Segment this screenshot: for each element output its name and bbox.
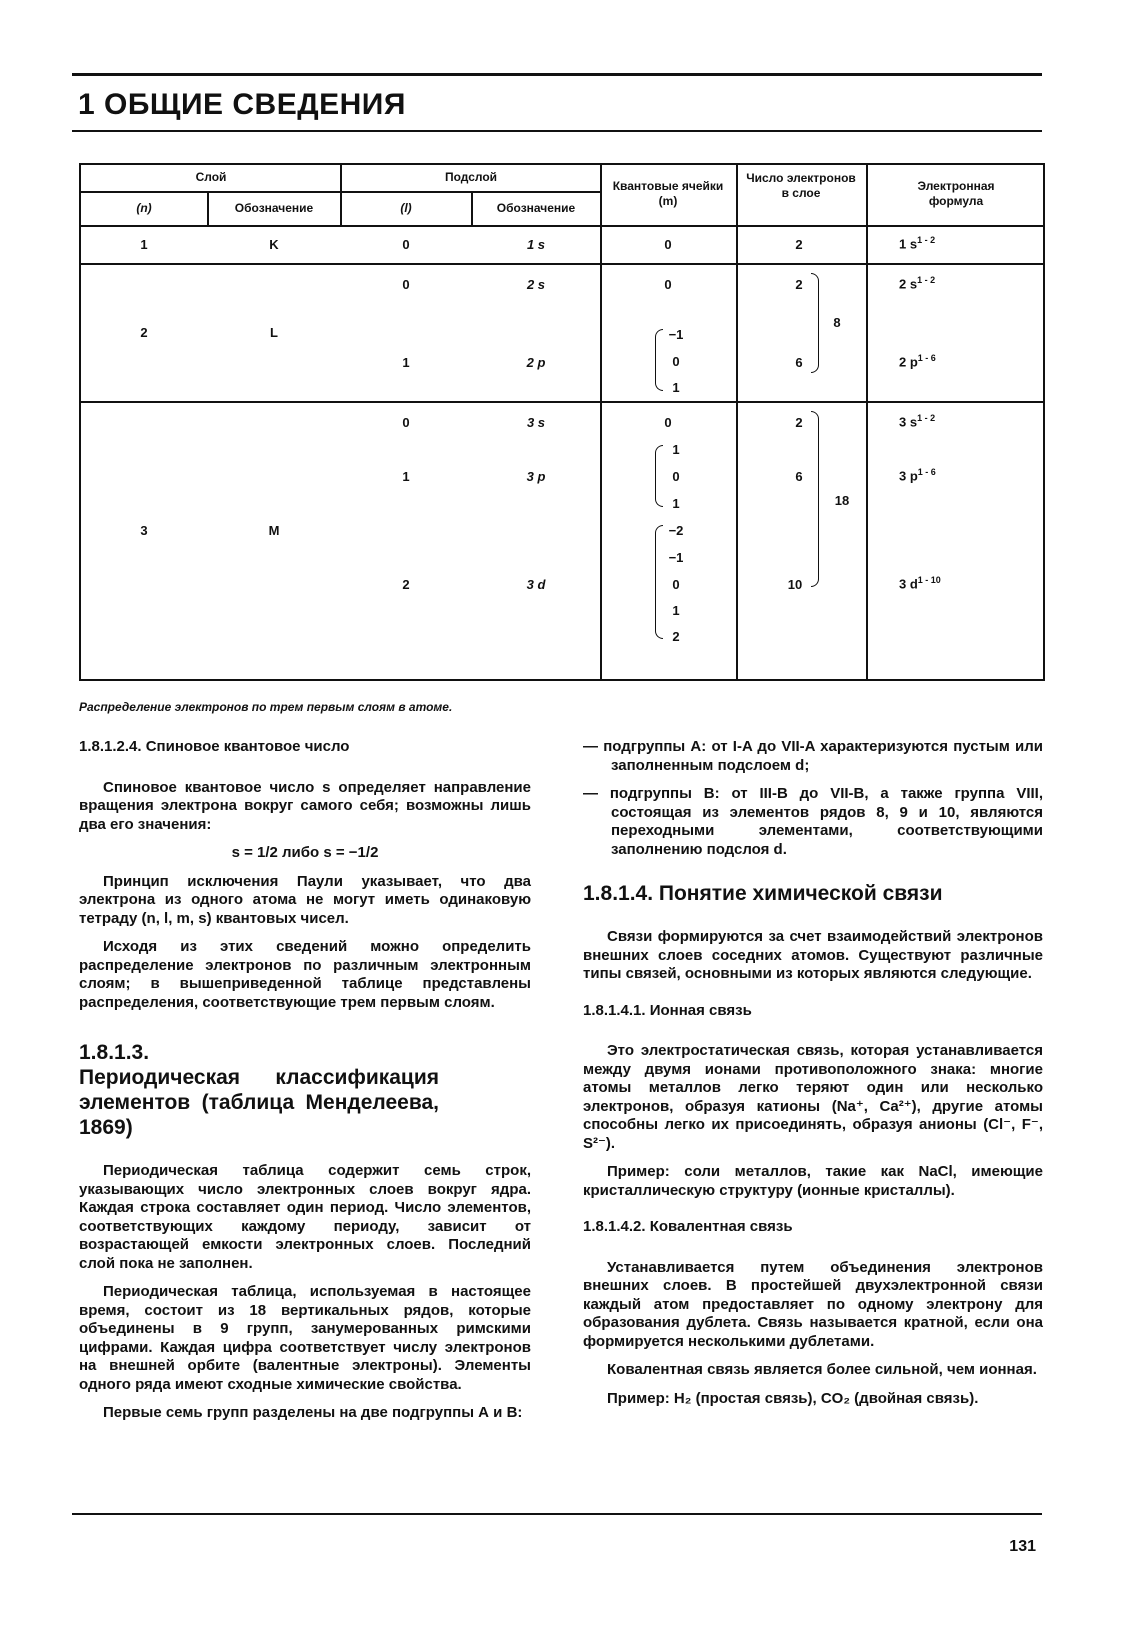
cell-l: 2 <box>402 577 410 592</box>
section-heading-bond: 1.8.1.4. Понятие химической связи <box>583 882 943 905</box>
cell-sublayer: 2 s <box>526 277 546 292</box>
header-formula: Электронная формула <box>917 179 995 208</box>
electron-distribution-table <box>79 163 1045 681</box>
cell-sublayer: 3 s <box>526 415 546 430</box>
header-layer: Слой <box>195 170 227 184</box>
cell-electrons: 2 <box>795 277 803 292</box>
header-layer-designation: Обозначение <box>234 201 314 215</box>
page-number: 131 <box>1009 1538 1036 1555</box>
header-sublayer: Подслой <box>444 170 498 184</box>
table-line <box>81 225 1043 227</box>
list-item: — подгруппы А: от I-A до VII-A характеризуются пустым или заполненным подслоем d; <box>583 738 1043 774</box>
cell-sublayer: 3 p <box>526 469 546 484</box>
paragraph: Принцип исключения Паули указывает, что два электрона из одного атома не могут иметь одинаковую тетраду (n, l, m, s) квантовых чисел. <box>79 872 531 927</box>
cell-n: 3 <box>140 523 148 538</box>
right-column <box>583 738 1043 1418</box>
paragraph: Периодическая таблица, используемая в настоящее время, состоит из 18 вертикальных рядов, которые объединены в 9 групп, занумерованных римскими цифрами. Каждая цифра соответствует числу электронов на внешней орбите (валентные электроны). Элементы одного ряда имеют сходные химические свойства. <box>79 1283 531 1393</box>
cell-m: 1 <box>672 442 680 457</box>
section-heading-periodic: 1.8.1.3.Периодическая классификация элементов (таблица Менделеева, 1869) <box>79 1041 439 1139</box>
list-item: — подгруппы В: от III-B до VII-B, а также группа VIII, состоящая из элементов рядов 8, 9 и 10, являются переходными элементами, соответствующими заполнению подслоя d. <box>583 785 1043 858</box>
cell-m: −1 <box>668 327 684 342</box>
table-line <box>81 401 1043 403</box>
cell-n: 1 <box>140 237 148 252</box>
cell-m: 1 <box>672 603 680 618</box>
cell-total: 18 <box>834 493 850 508</box>
table-line <box>600 165 602 679</box>
cell-l: 0 <box>402 415 410 430</box>
title-rule <box>72 130 1042 132</box>
bottom-rule <box>72 1513 1042 1515</box>
paragraph: Ковалентная связь является более сильной, чем ионная. <box>607 1361 1037 1378</box>
table-line <box>471 191 473 225</box>
cell-m: 0 <box>672 469 680 484</box>
header-quantum-cells: Квантовые ячейки (m) <box>612 179 724 208</box>
cell-electrons: 10 <box>787 577 803 592</box>
table-caption: Распределение электронов по трем первым слоям в атоме. <box>79 700 453 714</box>
table-line <box>340 165 342 225</box>
cell-m: 0 <box>672 577 680 592</box>
paragraph: Пример: соли металлов, такие как NaCl, имеющие кристаллическую структуру (ионные кристаллы). <box>583 1163 1043 1199</box>
table-line <box>736 165 738 679</box>
cell-electrons: 2 <box>795 237 803 252</box>
paragraph: Устанавливается путем объединения электронов внешних слоев. В простейшей двухэлектронной связи каждый атом предоставляет по одному электрону для образования дублета. Связь называется кратной, если она формируется несколькими дублетами. <box>583 1258 1043 1350</box>
header-sublayer-designation: Обозначение <box>496 201 576 215</box>
paragraph: Исходя из этих сведений можно определить распределение электронов по различным электронным слоям; в вышеприведенной таблице представлены распределения, соответствующие трем первым слоям. <box>79 938 531 1011</box>
table-line <box>81 263 1043 265</box>
cell-l: 1 <box>402 355 410 370</box>
left-brace <box>655 445 663 507</box>
cell-m: 0 <box>664 277 672 292</box>
cell-layer-designation: L <box>270 325 278 340</box>
heading-covalent: 1.8.1.4.2. Ковалентная связь <box>583 1218 793 1235</box>
cell-formula: 3 $d^{1 - 10}$ <box>899 575 941 592</box>
paragraph: Связи формируются за счет взаимодействий электронов внешних слоев соседних атомов. Существуют различные типы связей, основными из которых являются следующие. <box>583 928 1043 982</box>
cell-m: 1 <box>672 496 680 511</box>
cell-sublayer: 1 s <box>526 237 546 252</box>
cell-layer-designation: M <box>268 523 280 538</box>
header-sublayer-l: (l) <box>400 201 412 215</box>
cell-m: 1 <box>672 380 680 395</box>
table-line <box>866 165 868 679</box>
cell-formula: 3 $p^{1 - 6}$ <box>899 467 936 484</box>
cell-m: −2 <box>668 523 684 538</box>
paragraph: Спиновое квантовое число s определяет направление вращения электрона вокруг самого себя; возможны лишь два его значения: <box>79 778 531 833</box>
cell-electrons: 2 <box>795 415 803 430</box>
cell-m: 0 <box>672 354 680 369</box>
left-column <box>79 738 531 1433</box>
cell-l: 0 <box>402 277 410 292</box>
cell-m: 2 <box>672 629 680 644</box>
right-brace <box>811 273 819 373</box>
cell-electrons: 6 <box>795 469 803 484</box>
cell-formula: 2 $p^{1 - 6}$ <box>899 353 936 370</box>
formula-spin: s = 1/2 либо s = −1/2 <box>231 844 379 861</box>
left-brace <box>655 525 663 639</box>
cell-formula: 2 $s^{1 - 2}$ <box>899 275 936 292</box>
cell-formula: 3 $s^{1 - 2}$ <box>899 413 936 430</box>
cell-total: 8 <box>833 315 841 330</box>
header-layer-n: (n) <box>136 201 152 215</box>
paragraph: Периодическая таблица содержит семь строк, указывающих число электронных слоев вокруг ядра. Каждая строка составляет один период. Число элементов, соответствующих каждому периоду, зависит от возрастающей емкости электронных слоев. Последний слой пока не заполнен. <box>79 1162 531 1272</box>
paragraph: Первые семь групп разделены на две подгруппы А и В: <box>103 1404 523 1421</box>
cell-m: 0 <box>664 415 672 430</box>
cell-m: 0 <box>664 237 672 252</box>
right-brace <box>811 411 819 587</box>
cell-electrons: 6 <box>795 355 803 370</box>
cell-l: 1 <box>402 469 410 484</box>
table-line <box>207 191 209 225</box>
header-electron-count: Число электронов в слое <box>746 171 856 200</box>
top-rule <box>72 73 1042 76</box>
cell-m: −1 <box>668 550 684 565</box>
heading-spin: 1.8.1.2.4. Спиновое квантовое число <box>79 738 350 755</box>
heading-ionic: 1.8.1.4.1. Ионная связь <box>583 1001 752 1019</box>
cell-l: 0 <box>402 237 410 252</box>
cell-formula: 1 $s^{1 - 2}$ <box>899 235 936 252</box>
cell-sublayer: 2 p <box>526 355 546 370</box>
paragraph: Это электростатическая связь, которая устанавливается между двумя ионами противоположного знака: многие атомы металлов легко теряют один или несколько электронов, образуя катионы (Na⁺, Ca²⁺), другие атомы способны легко их присоединять, образуя анионы (Cl⁻, F⁻, S²⁻). <box>583 1042 1043 1152</box>
paragraph: Пример: H₂ (простая связь), CO₂ (двойная связь). <box>607 1389 979 1407</box>
page-title: 1 ОБЩИЕ СВЕДЕНИЯ <box>78 88 406 121</box>
left-brace <box>655 329 663 391</box>
cell-sublayer: 3 d <box>526 577 546 592</box>
cell-n: 2 <box>140 325 148 340</box>
cell-layer-designation: K <box>269 237 279 252</box>
